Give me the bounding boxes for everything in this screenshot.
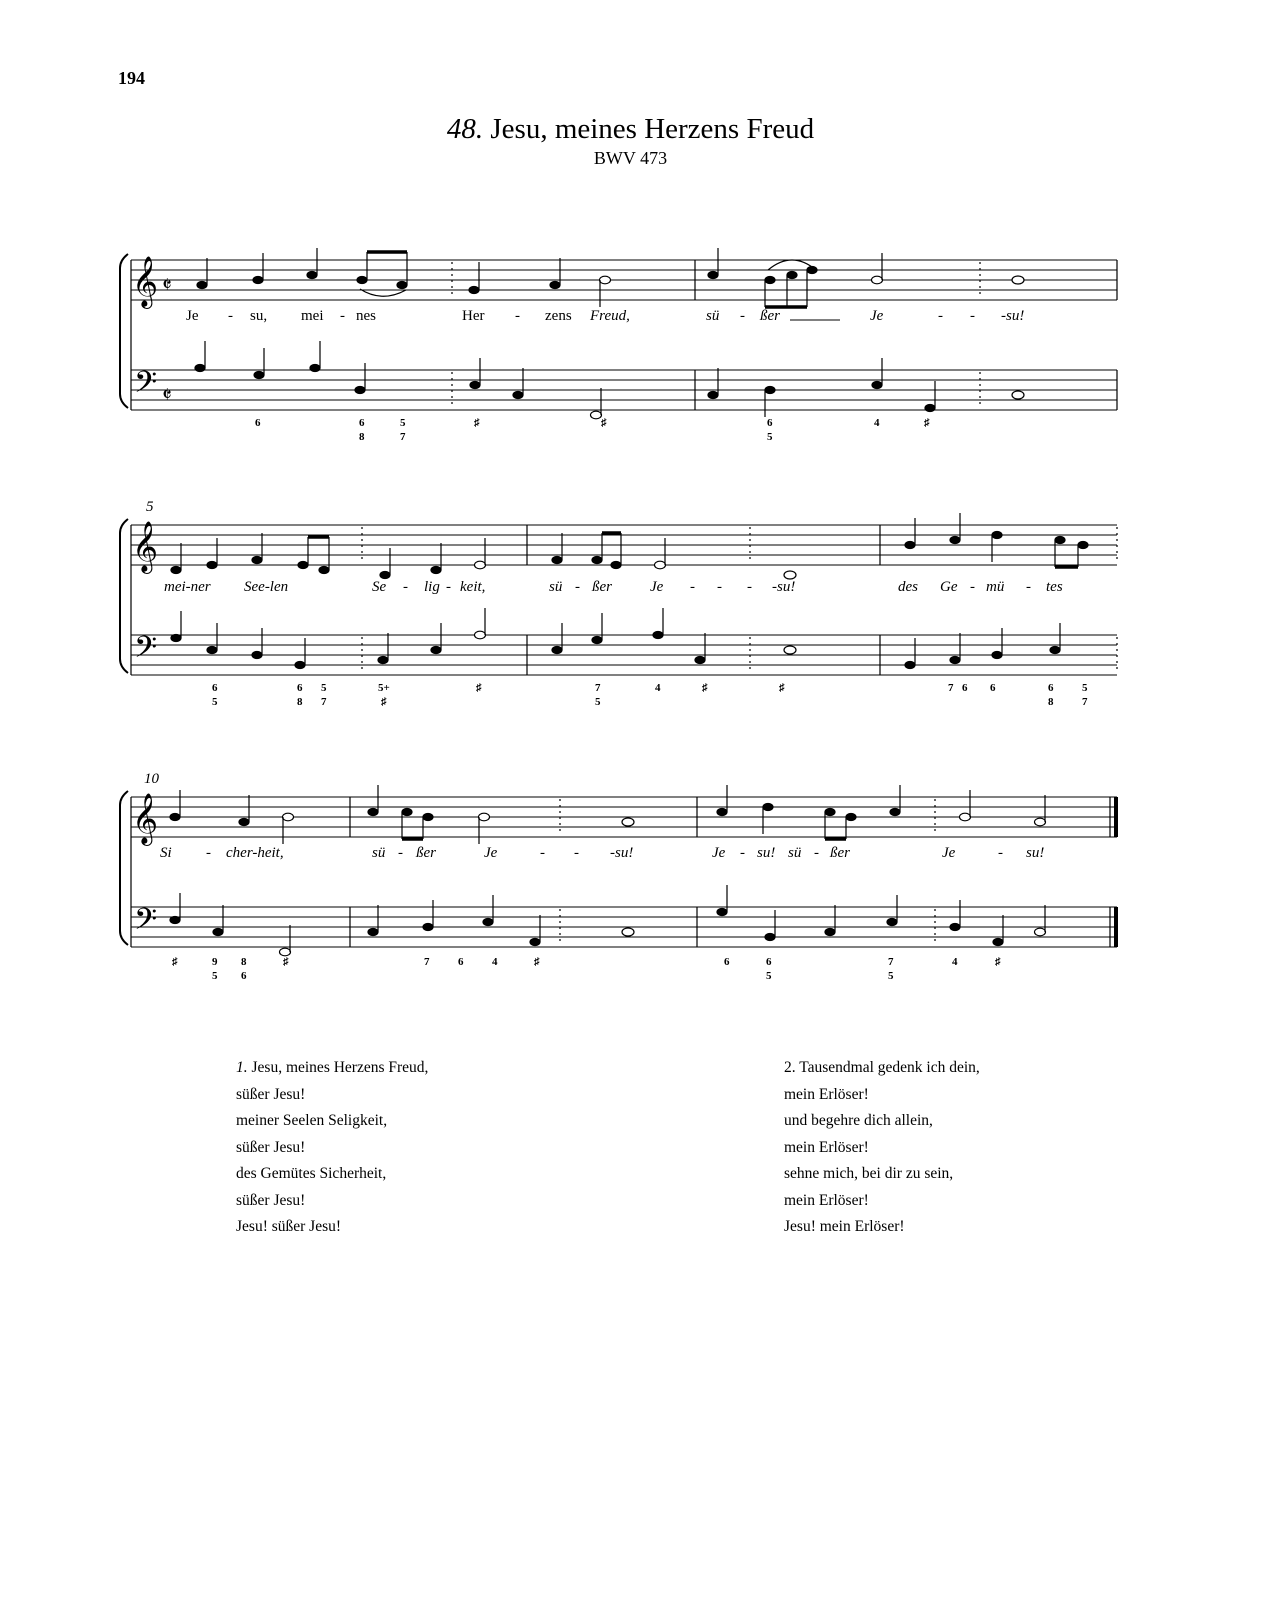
verse-line: mein Erlöser! <box>784 1191 869 1209</box>
verse-2 <box>784 1055 980 1241</box>
figure: 6 <box>255 417 261 429</box>
verse-1 <box>236 1055 428 1241</box>
figured-bass <box>212 682 1088 708</box>
figure: 6 <box>241 970 247 982</box>
verse-line: süßer Jesu! <box>236 1138 306 1156</box>
figure: 4 <box>874 417 880 429</box>
lyric-syllable: keit, <box>460 579 486 595</box>
measure-number: 5 <box>146 499 154 515</box>
system-brace <box>120 519 128 673</box>
lyric-syllable: -su! <box>772 579 796 595</box>
lyric-syllable: des <box>898 579 918 595</box>
lyric-syllable: Si <box>160 845 172 861</box>
figure: ♯ <box>476 682 482 694</box>
bass-notes <box>170 885 1046 956</box>
melody-notes <box>197 248 1024 307</box>
lyric-syllable: lig <box>424 579 440 595</box>
figure: 6 <box>766 956 772 968</box>
lyric-syllable: Se <box>372 579 387 595</box>
figure: 4 <box>952 956 958 968</box>
verse-line: und begehre dich allein, <box>784 1112 933 1129</box>
cut-time-icon: 𝄵 <box>162 382 172 407</box>
figure: 5 <box>321 682 327 694</box>
lyric-syllable: sü <box>549 579 563 595</box>
treble-clef-icon: 𝄞 <box>132 522 159 571</box>
verse-line: sehne mich, bei dir zu sein, <box>784 1165 954 1182</box>
cut-time-icon: 𝄵 <box>162 272 172 297</box>
lyric-syllable: ßer <box>592 579 612 595</box>
figure: 4 <box>492 956 498 968</box>
verse-line <box>236 1055 428 1082</box>
bass-notes <box>171 608 1060 669</box>
lyric-syllable: - <box>1026 579 1031 595</box>
lyric-syllable: tes <box>1046 579 1063 595</box>
bass-staff <box>131 907 1117 947</box>
figure: 7 <box>1082 696 1088 708</box>
lyric-syllable: Je <box>942 845 956 861</box>
piece-number: 48. <box>446 113 484 145</box>
treble-clef-icon: 𝄞 <box>132 257 159 306</box>
figure: ♯ <box>779 682 785 694</box>
figure: 7 <box>424 956 430 968</box>
lyric-syllable: su! <box>1026 845 1045 861</box>
treble-clef-icon: 𝄞 <box>132 794 159 843</box>
figure: 5 <box>595 696 601 708</box>
lyric-syllable: sü <box>372 845 386 861</box>
bass-staff <box>131 370 1117 410</box>
figure: 6 <box>990 682 996 694</box>
figured-bass <box>172 956 1001 982</box>
figure: 6 <box>359 417 365 429</box>
verse-line: süßer Jesu! <box>236 1191 306 1209</box>
figure: ♯ <box>172 956 178 968</box>
figure: 6 <box>1048 682 1054 694</box>
lyric-syllable: - <box>206 845 211 861</box>
verse-line: des Gemütes Sicherheit, <box>236 1165 387 1182</box>
lyric-syllable: - <box>574 845 579 861</box>
lyric-syllable: - <box>403 579 408 595</box>
piece-title-text: Jesu, meines Herzens Freud <box>490 113 815 145</box>
barlines <box>131 260 1117 410</box>
score-system-3 <box>0 765 1261 990</box>
figure: 5 <box>766 970 772 982</box>
piece-title <box>0 112 1261 146</box>
figure: 5 <box>888 970 894 982</box>
lyric-syllable: ßer <box>760 308 780 324</box>
lyric-syllable: - <box>540 845 545 861</box>
page-number: 194 <box>118 68 145 88</box>
figure: 6 <box>962 682 968 694</box>
lyric-syllable: - <box>690 579 695 595</box>
lyric-syllable: - <box>970 579 975 595</box>
figure: 7 <box>888 956 894 968</box>
lyric-syllable: su! <box>757 845 776 861</box>
score-system-2 <box>0 495 1261 720</box>
figure: 6 <box>767 417 773 429</box>
lyric-syllable: -su! <box>1001 308 1025 324</box>
measure-number: 10 <box>144 771 159 787</box>
lyric-syllable: Je <box>712 845 726 861</box>
figure: 8 <box>297 696 303 708</box>
lyric-syllable: sü <box>706 308 720 324</box>
system-brace <box>120 791 128 945</box>
figure: ♯ <box>995 956 1001 968</box>
lyric-syllable: - <box>717 579 722 595</box>
figure: 8 <box>1048 696 1054 708</box>
lyric-syllable: - <box>340 308 345 324</box>
treble-staff <box>131 260 1117 300</box>
figure: 5 <box>212 696 218 708</box>
verse-line: mein Erlöser! <box>784 1085 869 1103</box>
lyric-syllable: su, <box>250 308 268 324</box>
figure: ♯ <box>474 417 480 429</box>
lyric-syllable: Je <box>870 308 884 324</box>
lyric-syllable: - <box>228 308 233 324</box>
verse-text: Tausendmal gedenk ich dein, <box>799 1059 980 1076</box>
lyric-syllable: ßer <box>416 845 436 861</box>
verse-number: 1. <box>236 1059 248 1076</box>
figured-bass <box>255 417 930 443</box>
lyric-syllable: mei-ner <box>164 579 211 595</box>
figure: ♯ <box>283 956 289 968</box>
catalog-number: BWV 473 <box>593 148 668 168</box>
verse-line: Jesu! mein Erlöser! <box>784 1218 905 1235</box>
lyric-syllable: - <box>740 845 745 861</box>
figure: 7 <box>321 696 327 708</box>
bass-clef-icon: 𝄢 <box>134 366 158 406</box>
figure: 5 <box>400 417 406 429</box>
figure: 7 <box>595 682 601 694</box>
lyric-syllable: - <box>814 845 819 861</box>
bass-staff <box>131 635 1117 675</box>
verse-line <box>784 1055 980 1082</box>
lyrics-line-1 <box>186 308 1024 324</box>
title-block <box>0 112 1261 168</box>
figure: 8 <box>359 431 365 443</box>
lyric-syllable: ßer <box>830 845 850 861</box>
score-system-1 <box>0 240 1261 450</box>
lyrics-line-2 <box>164 579 1063 595</box>
lyric-syllable: - <box>575 579 580 595</box>
lyric-syllable: - <box>446 579 451 595</box>
verse-line: meiner Seelen Seligkeit, <box>236 1112 388 1129</box>
verse-line: mein Erlöser! <box>784 1138 869 1156</box>
lyric-syllable: - <box>398 845 403 861</box>
figure: 7 <box>948 682 954 694</box>
figure: 5+ <box>378 682 390 694</box>
lyric-syllable: Ge <box>940 579 958 595</box>
melody-notes <box>171 513 1088 579</box>
figure: 5 <box>767 431 773 443</box>
verse-number: 2. <box>784 1059 796 1076</box>
lyric-syllable: zens <box>545 308 572 324</box>
figure: 5 <box>212 970 218 982</box>
lyric-syllable: - <box>998 845 1003 861</box>
lyric-syllable: -su! <box>610 845 634 861</box>
figure: 7 <box>400 431 406 443</box>
figure: 6 <box>724 956 730 968</box>
lyric-syllable: Freud, <box>590 308 630 324</box>
lyric-syllable: Her <box>462 308 485 324</box>
figure: ♯ <box>601 417 607 429</box>
figure: 4 <box>655 682 661 694</box>
verse-line: Jesu! süßer Jesu! <box>236 1218 342 1235</box>
verse-line: süßer Jesu! <box>236 1085 306 1103</box>
lyrics-line-3 <box>160 845 1044 861</box>
figure: 5 <box>1082 682 1088 694</box>
figure: ♯ <box>702 682 708 694</box>
bass-clef-icon: 𝄢 <box>134 631 158 671</box>
figure: 6 <box>212 682 218 694</box>
figure: 9 <box>212 956 218 968</box>
lyric-syllable: mü <box>986 579 1005 595</box>
lyric-syllable: cher-heit, <box>226 845 284 861</box>
system-brace <box>120 254 128 408</box>
treble-staff <box>131 525 1117 565</box>
barlines <box>131 525 1117 675</box>
lyric-syllable: - <box>740 308 745 324</box>
figure: 6 <box>297 682 303 694</box>
lyric-syllable: - <box>515 308 520 324</box>
figure: 8 <box>241 956 247 968</box>
lyric-syllable: sü <box>788 845 802 861</box>
lyric-syllable: - <box>747 579 752 595</box>
lyric-syllable: Je <box>484 845 498 861</box>
figure: 6 <box>458 956 464 968</box>
lyric-syllable: nes <box>356 308 376 324</box>
lyric-syllable: See-len <box>244 579 289 595</box>
melody-notes <box>170 785 1046 844</box>
lyric-syllable: - <box>970 308 975 324</box>
verse-text: Jesu, meines Herzens Freud, <box>251 1059 429 1076</box>
lyric-syllable: Je <box>186 308 199 324</box>
lyric-syllable: Je <box>650 579 664 595</box>
figure: ♯ <box>924 417 930 429</box>
figure: ♯ <box>381 696 387 708</box>
figure: ♯ <box>534 956 540 968</box>
bass-clef-icon: 𝄢 <box>134 903 158 943</box>
lyric-syllable: mei <box>301 308 324 324</box>
lyric-syllable: - <box>938 308 943 324</box>
